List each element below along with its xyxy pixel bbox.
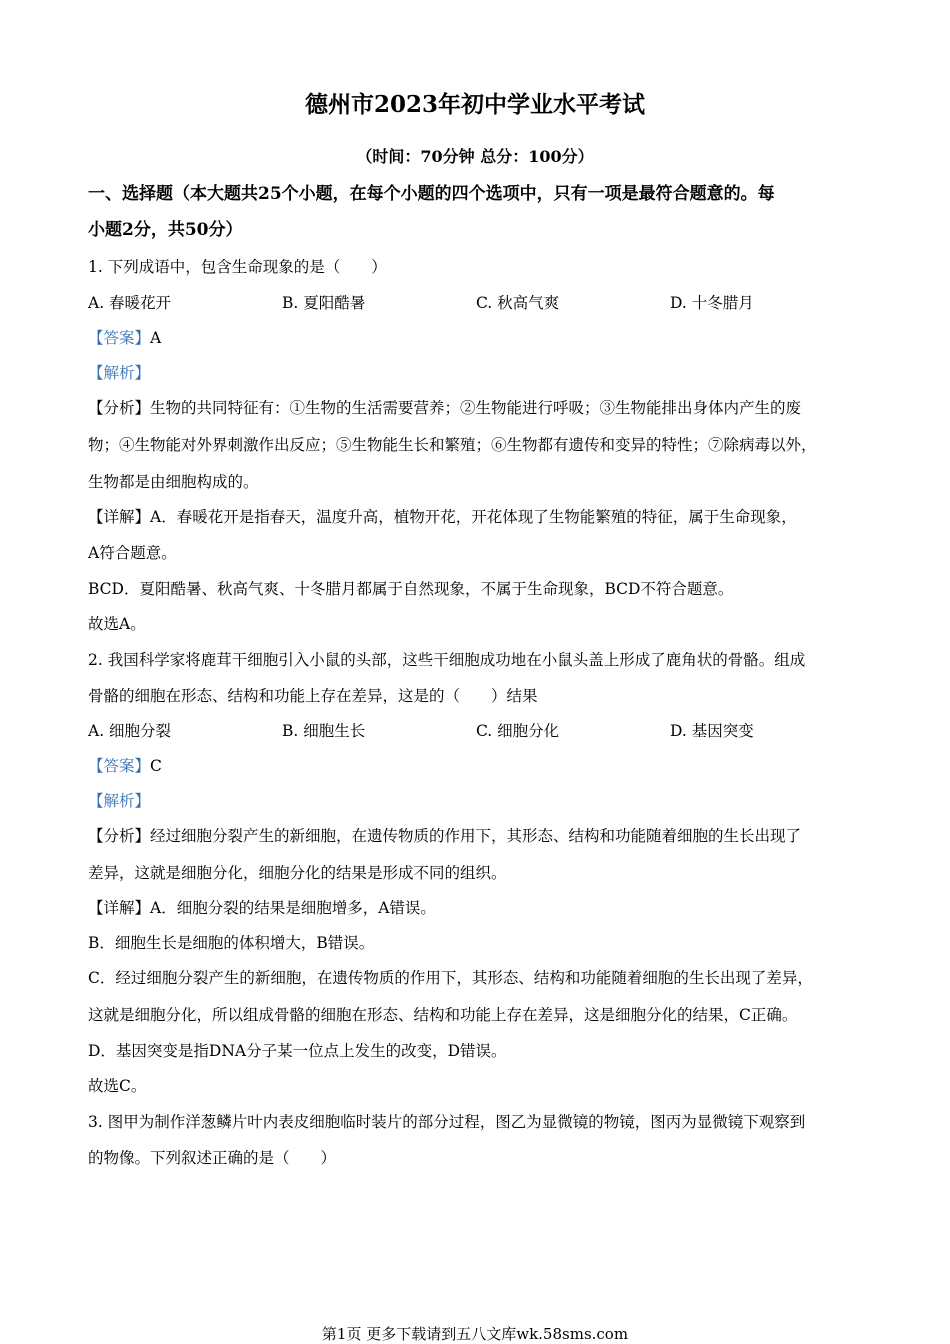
q2-fenxi-line-1 bbox=[88, 826, 801, 846]
q2-fenxi-line-2: 差异，这就是细胞分化，细胞分化的结果是形成不同的组织。 bbox=[88, 864, 507, 882]
q2-answer bbox=[88, 756, 162, 776]
section-heading-line-2: 小题2分，共50分） bbox=[88, 220, 243, 240]
answer-tag: 【答案】 bbox=[88, 757, 151, 775]
q2-answer-value: C bbox=[150, 757, 162, 775]
q1-detail-line-3: BCD．夏阳酷暑、秋高气爽、十冬腊月都属于自然现象，不属于生命现象，BCD不符合题意。 bbox=[88, 580, 734, 598]
q1-detail-text-1: A．春暖花开是指春天，温度升高，植物开花，开花体现了生物能繁殖的特征，属于生命现象， bbox=[150, 508, 797, 526]
q1-option-c: C. 秋高气爽 bbox=[476, 294, 560, 312]
q1-fenxi-line-1 bbox=[88, 398, 801, 418]
q1-fenxi-line-2: 物；④生物能对外界刺激作出反应；⑤生物能生长和繁殖；⑥生物都有遗传和变异的特性；⑦除病毒以外， bbox=[88, 436, 817, 454]
exam-title: 德州市2023年初中学业水平考试 bbox=[304, 91, 645, 118]
q1-conclusion: 故选A。 bbox=[88, 615, 146, 633]
xiangjie-tag: 【详解】 bbox=[88, 899, 151, 917]
q2-fenxi-text-1: 经过细胞分裂产生的新细胞，在遗传物质的作用下，其形态、结构和功能随着细胞的生长出现了 bbox=[150, 827, 802, 845]
q2-stem-line-2: 骨骼的细胞在形态、结构和功能上存在差异，这是的（ ）结果 bbox=[88, 687, 538, 705]
q3-stem-line-1: 3. 图甲为制作洋葱鳞片叶内表皮细胞临时装片的部分过程，图乙为显微镜的物镜，图丙为显微镜下观察到 bbox=[88, 1113, 806, 1131]
q2-analysis-tag: 【解析】 bbox=[88, 792, 151, 810]
q2-option-a: A. 细胞分裂 bbox=[88, 722, 172, 740]
q2-option-d: D. 基因突变 bbox=[670, 722, 754, 740]
exam-subtitle: （时间：70分钟 总分：100分） bbox=[356, 147, 594, 166]
page-footer: 第1页 更多下载请到五八文库wk.58sms.com bbox=[321, 1325, 629, 1343]
q1-detail-line-2: A符合题意。 bbox=[88, 544, 177, 562]
q1-fenxi-text-1: 生物的共同特征有：①生物的生活需要营养；②生物能进行呼吸；③生物能排出身体内产生的废 bbox=[150, 399, 802, 417]
q2-detail-line-4: 这就是细胞分化，所以组成骨骼的细胞在形态、结构和功能上存在差异，这是细胞分化的结果，C正确。 bbox=[88, 1006, 798, 1024]
q2-detail-line-3: C．经过细胞分裂产生的新细胞，在遗传物质的作用下，其形态、结构和功能随着细胞的生长出现了差异， bbox=[88, 969, 813, 987]
q1-answer-value: A bbox=[150, 329, 162, 347]
answer-tag: 【答案】 bbox=[88, 329, 151, 347]
q2-conclusion: 故选C。 bbox=[88, 1077, 147, 1095]
q1-stem: 1. 下列成语中，包含生命现象的是（ ） bbox=[88, 258, 387, 276]
q2-stem-line-1: 2. 我国科学家将鹿茸干细胞引入小鼠的头部，这些干细胞成功地在小鼠头盖上形成了鹿角状的骨骼。组成 bbox=[88, 651, 806, 669]
q1-option-d: D. 十冬腊月 bbox=[670, 294, 754, 312]
q1-fenxi-line-3: 生物都是由细胞构成的。 bbox=[88, 473, 259, 491]
q1-option-a: A. 春暖花开 bbox=[88, 294, 172, 312]
q2-option-c: C. 细胞分化 bbox=[476, 722, 560, 740]
q1-answer bbox=[88, 328, 161, 348]
fenxi-tag: 【分析】 bbox=[88, 399, 151, 417]
section-heading-line-1: 一、选择题（本大题共25个小题，在每个小题的四个选项中，只有一项是最符合题意的。每 bbox=[88, 184, 775, 204]
q2-detail-text-1: A．细胞分裂的结果是细胞增多，A错误。 bbox=[150, 899, 436, 917]
q1-analysis-tag: 【解析】 bbox=[88, 364, 151, 382]
q2-detail-line-5: D．基因突变是指DNA分子某一位点上发生的改变，D错误。 bbox=[88, 1042, 507, 1060]
q2-detail-line-1 bbox=[88, 898, 436, 918]
q1-detail-line-1 bbox=[88, 507, 797, 527]
q1-option-b: B. 夏阳酷暑 bbox=[282, 294, 366, 312]
fenxi-tag: 【分析】 bbox=[88, 827, 151, 845]
q2-detail-line-2: B．细胞生长是细胞的体积增大，B错误。 bbox=[88, 934, 375, 952]
q3-stem-line-2: 的物像。下列叙述正确的是（ ） bbox=[88, 1149, 337, 1167]
xiangjie-tag: 【详解】 bbox=[88, 508, 151, 526]
q2-option-b: B. 细胞生长 bbox=[282, 722, 366, 740]
